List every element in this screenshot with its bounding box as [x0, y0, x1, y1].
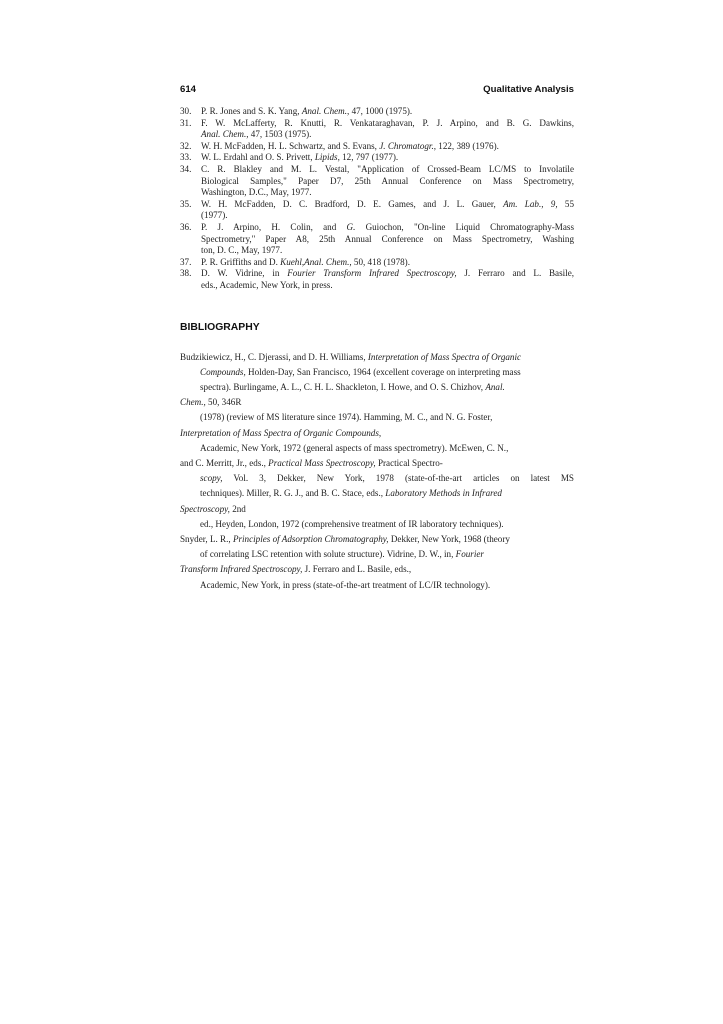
reference-item — [180, 141, 574, 153]
reference-text — [201, 152, 574, 164]
bibliography-line — [180, 410, 574, 425]
citation-text: 55 — [557, 198, 575, 209]
italic-citation-text: Practical Mass Spectroscopy, — [268, 457, 376, 468]
italic-citation-text: Transform Infrared Spectroscopy, — [180, 564, 303, 575]
citation-text: P. R. Griffiths and D. — [201, 256, 281, 267]
citation-text: 2nd — [229, 503, 246, 514]
italic-citation-text: Fourier Transform Infrared Spectroscopy, — [287, 268, 457, 279]
reference-text — [201, 222, 574, 257]
reference-text — [201, 268, 574, 291]
citation-text: spectra). Burlingame, A. L., C. H. L. Shackleton, I. Howe, and O. S. Chizhov, — [200, 381, 486, 392]
reference-line — [201, 222, 574, 234]
italic-citation-text: Am. Lab., 9, — [503, 198, 558, 209]
citation-text: Vol. 3, Dekker, New York, 1978 (state-of-the-art articles on latest MS — [222, 473, 574, 484]
citation-text: Spectrometry," Paper A8, 25th Annual Conference on Mass Spectrometry, Washing — [201, 233, 574, 244]
reference-item — [180, 152, 574, 164]
reference-line — [201, 176, 574, 188]
running-title: Qualitative Analysis — [483, 84, 574, 95]
italic-citation-text: J. Chromatogr., — [379, 140, 436, 151]
italic-citation-text: Kuehl,Anal. Chem., — [280, 256, 352, 267]
citation-text: Biological Samples," Paper D7, 25th Annual Conference on Mass Spectrometry, — [201, 175, 574, 186]
reference-line — [201, 129, 574, 141]
citation-text: F. W. McLafferty, R. Knutti, R. Venkataraghavan, P. J. Arpino, and B. G. Dawkins, — [201, 117, 574, 128]
citation-text: 122, 389 (1976). — [436, 140, 499, 151]
reference-line — [201, 152, 574, 164]
citation-text: ed., Heyden, London, 1972 (comprehensive treatment of IR laboratory techniques). — [200, 518, 504, 529]
reference-item — [180, 118, 574, 141]
italic-citation-text: Anal. Chem., — [201, 129, 249, 140]
bibliography-line — [180, 380, 574, 395]
italic-citation-text: Interpretation of Mass Spectra of Organic Compounds, — [180, 427, 382, 438]
bibliography-line — [180, 502, 574, 517]
reference-text — [201, 106, 574, 118]
citation-text: Guiochon, "On-line Liquid Chromatography-Mass — [355, 221, 574, 232]
page-number: 614 — [180, 84, 197, 95]
reference-line — [201, 118, 574, 130]
citation-text: 47, 1000 (1975). — [349, 106, 413, 116]
reference-line — [201, 257, 574, 269]
document-page — [180, 84, 574, 593]
citation-text: J. Ferraro and L. Basile, eds., — [302, 564, 412, 575]
reference-number: 36. — [180, 221, 192, 232]
citation-text: Practical Spectro- — [375, 457, 443, 468]
bibliography-line — [180, 517, 574, 532]
bibliography-line — [180, 365, 574, 380]
citation-text: Snyder, L. R., — [180, 533, 233, 544]
citation-text: 50, 346R — [205, 397, 242, 408]
italic-citation-text: scopy, — [200, 473, 223, 484]
reference-text — [201, 141, 574, 153]
reference-text — [201, 164, 574, 199]
citation-text: 50, 418 (1978). — [351, 256, 410, 267]
bibliography-line — [180, 426, 574, 441]
italic-citation-text: Anal. — [485, 381, 505, 392]
italic-citation-text: Principles of Adsorption Chromatography, — [232, 533, 389, 544]
bibliography-line — [180, 350, 574, 365]
citation-text: P. R. Jones and S. K. Yang, — [201, 106, 302, 116]
reference-line — [201, 280, 574, 292]
bibliography-line — [180, 547, 574, 562]
reference-item — [180, 106, 574, 118]
reference-item — [180, 257, 574, 269]
citation-text: of correlating LSC retention with solute structure). Vidrine, D. W., in, — [200, 549, 456, 560]
reference-item — [180, 268, 574, 291]
reference-text — [201, 257, 574, 269]
bibliography-line — [180, 395, 574, 410]
reference-text — [201, 118, 574, 141]
reference-number: 38. — [180, 268, 192, 279]
reference-line — [201, 245, 574, 257]
reference-line — [201, 106, 574, 118]
reference-number: 31. — [180, 117, 192, 128]
citation-text: eds., Academic, New York, in press. — [201, 279, 333, 290]
reference-item — [180, 222, 574, 257]
reference-line — [201, 141, 574, 153]
citation-text: and C. Merritt, Jr., eds., — [180, 457, 269, 468]
citation-text: Washington, D.C., May, 1977. — [201, 187, 312, 198]
italic-citation-text: Spectroscopy, — [180, 503, 230, 514]
reference-number: 32. — [180, 140, 192, 151]
citation-text: Academic, New York, 1972 (general aspects of mass spectrometry). McEwen, C. N., — [200, 442, 509, 453]
reference-number: 35. — [180, 198, 192, 209]
citation-text: Academic, New York, in press (state-of-the-art treatment of LC/IR technology). — [200, 579, 491, 590]
reference-line — [201, 268, 574, 280]
citation-text: D. W. Vidrine, in — [201, 268, 288, 279]
reference-number: 30. — [180, 106, 192, 116]
reference-item — [180, 164, 574, 199]
reference-list — [180, 106, 574, 292]
running-header — [180, 84, 574, 98]
citation-text: Budzikiewicz, H., C. Djerassi, and D. H. Williams, — [180, 351, 368, 362]
italic-citation-text: Anal. Chem., — [301, 106, 350, 116]
bibliography-line — [180, 562, 574, 577]
citation-text: P. J. Arpino, H. Colin, and — [201, 221, 347, 232]
reference-line — [201, 187, 574, 199]
citation-text: Dekker, New York, 1968 (theory — [388, 533, 510, 544]
italic-citation-text: Laboratory Methods in Infrared — [385, 488, 502, 499]
citation-text: 47, 1503 (1975). — [248, 129, 312, 140]
italic-citation-text: Lipids, — [314, 152, 340, 163]
italic-citation-text: Chem., — [180, 397, 206, 408]
bibliography-line — [180, 578, 574, 593]
citation-text: (1977). — [201, 210, 228, 221]
citation-text: W. H. McFadden, D. C. Bradford, D. E. Games, and J. L. Gauer, — [201, 198, 504, 209]
citation-text: W. H. McFadden, H. L. Schwartz, and S. Evans, — [201, 140, 380, 151]
italic-citation-text: G. — [346, 221, 356, 232]
reference-line — [201, 210, 574, 222]
bibliography-heading: BIBLIOGRAPHY — [180, 321, 260, 333]
citation-text: techniques). Miller, R. G. J., and B. C. Stace, eds., — [200, 488, 386, 499]
bibliography-line — [180, 441, 574, 456]
citation-text: (1978) (review of MS literature since 1974). Hamming, M. C., and N. G. Foster, — [200, 412, 493, 423]
italic-citation-text: Fourier — [455, 549, 484, 560]
citation-text: C. R. Blakley and M. L. Vestal, "Application of Crossed-Beam LC/MS to Involatile — [201, 163, 574, 174]
bibliography-line — [180, 471, 574, 486]
citation-text: ton, D. C., May, 1977. — [201, 245, 283, 256]
bibliography-line — [180, 486, 574, 501]
reference-item — [180, 199, 574, 222]
reference-line — [201, 199, 574, 211]
reference-number: 37. — [180, 256, 192, 267]
citation-text: W. L. Erdahl and O. S. Privett, — [201, 152, 315, 163]
italic-citation-text: Interpretation of Mass Spectra of Organic — [367, 351, 522, 362]
citation-text: Holden-Day, San Francisco, 1964 (excellent coverage on interpreting mass — [245, 366, 521, 377]
citation-text: J. Ferraro and L. Basile, — [456, 268, 574, 279]
reference-line — [201, 164, 574, 176]
reference-number: 33. — [180, 152, 192, 163]
italic-citation-text: Compounds, — [200, 366, 246, 377]
reference-number: 34. — [180, 163, 192, 174]
bibliography-line — [180, 456, 574, 471]
citation-text: 12, 797 (1977). — [339, 152, 399, 163]
reference-text — [201, 199, 574, 222]
bibliography-list — [180, 350, 574, 593]
reference-line — [201, 234, 574, 246]
bibliography-line — [180, 532, 574, 547]
